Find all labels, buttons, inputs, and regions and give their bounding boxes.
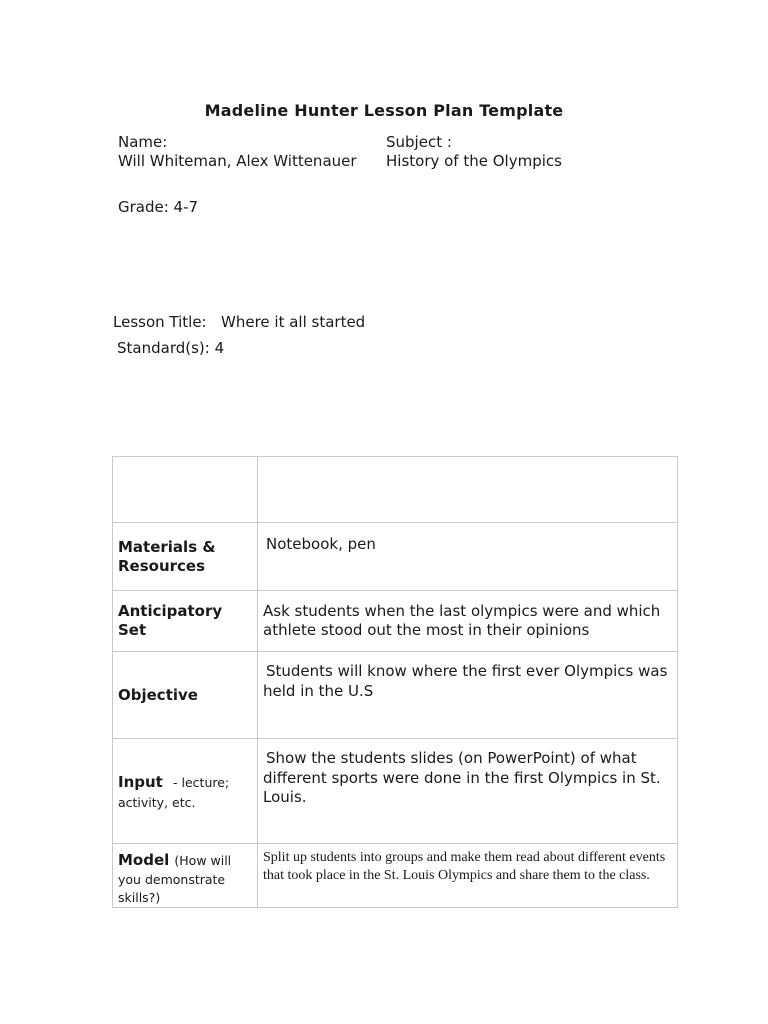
row-label-cell xyxy=(113,652,258,739)
row-content: Split up students into groups and make them read about different events that took place in the St. Louis Olympics and share them to the class. xyxy=(263,850,666,883)
row-label: Model xyxy=(118,851,170,869)
lesson-plan-table xyxy=(112,456,678,908)
grade-line: Grade: 4-7 xyxy=(118,198,199,216)
row-content-cell xyxy=(258,523,678,591)
standards-line: Standard(s): 4 xyxy=(117,339,225,357)
row-content: Students will know where the first ever Olympics was held in the U.S xyxy=(263,662,668,700)
document-title: Madeline Hunter Lesson Plan Template xyxy=(204,101,564,120)
table-row xyxy=(113,523,678,591)
table-row xyxy=(113,652,678,739)
subject-label: Subject : xyxy=(386,133,452,151)
name-label: Name: xyxy=(118,133,168,151)
row-label-note: - lecture; activity, etc. xyxy=(118,774,230,810)
name-value: Will Whiteman, Alex Wittenauer xyxy=(118,152,357,170)
row-label-cell xyxy=(113,739,258,844)
row-label: Objective xyxy=(118,685,198,704)
row-content-cell xyxy=(258,457,678,523)
row-content-cell xyxy=(258,591,678,652)
row-label: Materials & Resources xyxy=(118,537,216,575)
row-label-cell xyxy=(113,457,258,523)
row-content: Show the students slides (on PowerPoint) of what different sports were done in the first Olympics in St. Louis. xyxy=(263,749,661,806)
row-label: Input xyxy=(118,772,163,791)
row-label: Anticipatory Set xyxy=(118,602,223,639)
table-row xyxy=(113,591,678,652)
table-row xyxy=(113,457,678,523)
row-content: Ask students when the last olympics were and which athlete stood out the most in their opinions xyxy=(263,601,661,639)
row-label-cell xyxy=(113,591,258,652)
table-row xyxy=(113,844,678,908)
row-label-note: (How will you demonstrate skills?) xyxy=(118,853,232,905)
row-label-cell xyxy=(113,523,258,591)
lesson-title-value: Where it all started xyxy=(221,313,366,331)
subject-value: History of the Olympics xyxy=(386,152,562,170)
row-content-cell xyxy=(258,844,678,908)
row-content-cell xyxy=(258,739,678,844)
row-content-cell xyxy=(258,652,678,739)
row-label-cell xyxy=(113,844,258,908)
lesson-title-label: Lesson Title: xyxy=(113,313,207,331)
row-content: Notebook, pen xyxy=(266,535,376,553)
table-row xyxy=(113,739,678,844)
